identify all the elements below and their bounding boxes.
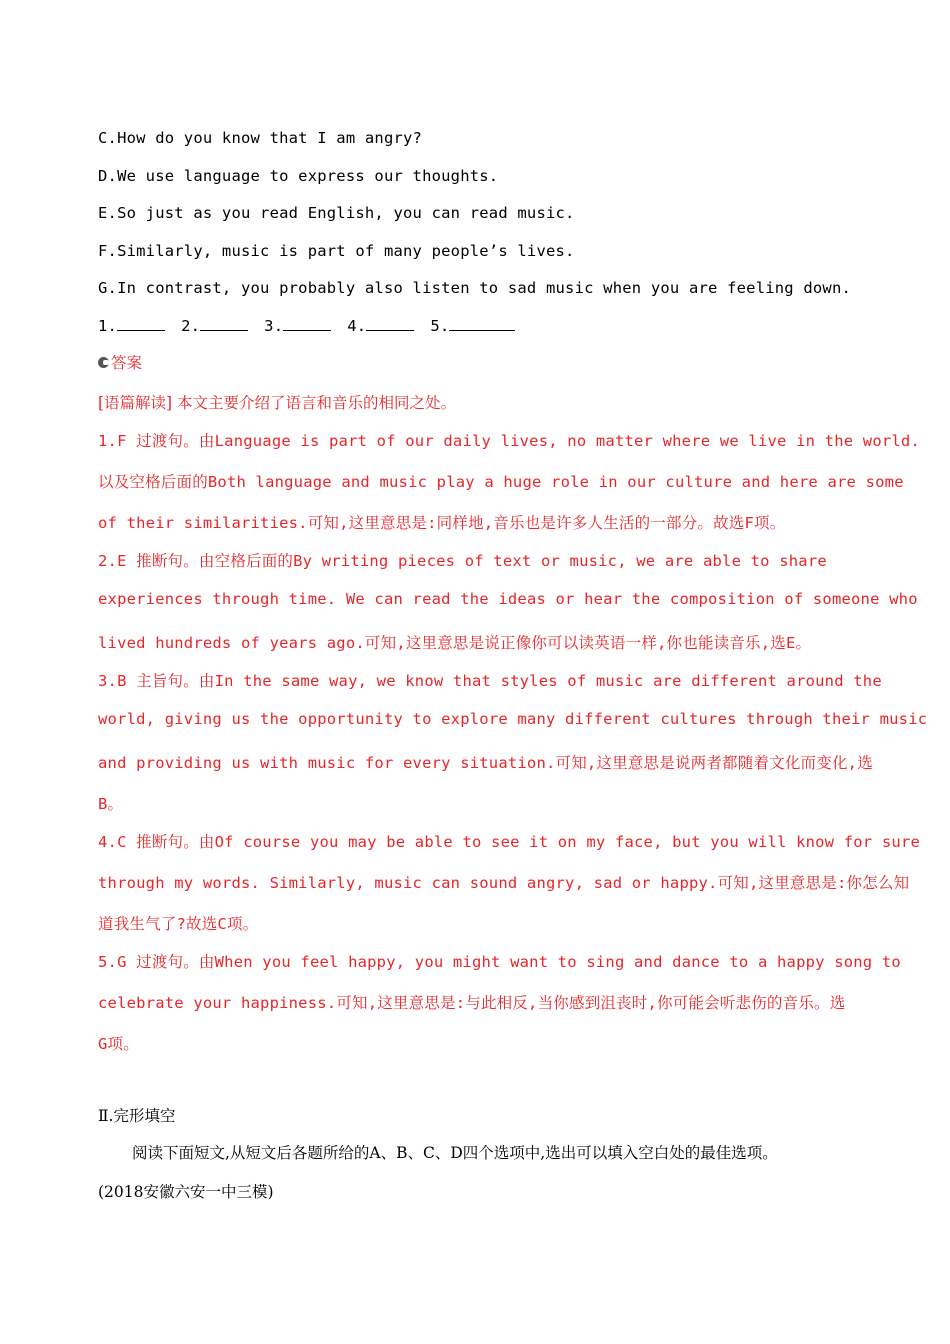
blank-5-number: 5. [430, 317, 450, 335]
explanation-line: 4.C 推断句。由Of course you may be able to see it on my face, but you will know for sure [98, 833, 920, 851]
blank-1-number: 1. [98, 317, 118, 335]
explanation-line: celebrate your happiness.可知,这里意思是:与此相反,当你感到沮丧时,你可能会听悲伤的音乐。选 [98, 994, 846, 1012]
option-g: G.In contrast, you probably also listen to sad music when you are feeling down. [98, 279, 852, 297]
answer-blanks [98, 316, 515, 335]
answer-label: 答案 [111, 354, 143, 372]
explanation-line: and providing us with music for every situation.可知,这里意思是说两者都随着文化而变化,选 [98, 754, 873, 772]
explanation-line: 2.E 推断句。由空格后面的By writing pieces of text or music, we are able to share [98, 552, 827, 570]
blank-4-number: 4. [347, 317, 367, 335]
explanation-line: world, giving us the opportunity to explore many different cultures through their music [98, 710, 928, 728]
blank-3-number: 3. [264, 317, 284, 335]
explanation-line: of their similarities.可知,这里意思是:同样地,音乐也是许多人生活的一部分。故选F项。 [98, 514, 786, 532]
source-note: (2018安徽六安一中三模) [98, 1183, 274, 1201]
answer-icon [98, 357, 109, 368]
explanation-line: 5.G 过渡句。由When you feel happy, you might want to sing and dance to a happy song to [98, 953, 901, 971]
explanation-line: B。 [98, 795, 124, 813]
option-c: C.How do you know that I am angry? [98, 129, 423, 147]
explanation-line: 1.F 过渡句。由Language is part of our daily lives, no matter where we live in the world. [98, 432, 920, 450]
option-d: D.We use language to express our thoughts. [98, 167, 499, 185]
blank-2-number: 2. [181, 317, 201, 335]
blank-2 [181, 316, 248, 335]
blank-3 [264, 316, 331, 335]
option-e: E.So just as you read English, you can read music. [98, 204, 575, 222]
section-title: Ⅱ.完形填空 [98, 1107, 176, 1125]
explanation-line: 3.B 主旨句。由In the same way, we know that styles of music are different around the [98, 672, 882, 690]
explanation-line: experiences through time. We can read the ideas or hear the composition of someone who [98, 590, 918, 608]
reading-intro: [语篇解读] 本文主要介绍了语言和音乐的相同之处。 [98, 394, 457, 412]
option-f: F.Similarly, music is part of many people’s lives. [98, 242, 575, 260]
explanation-line: lived hundreds of years ago.可知,这里意思是说正像你可以读英语一样,你也能读音乐,选E。 [98, 634, 812, 652]
blank-4 [347, 316, 414, 335]
explanation-line: 道我生气了?故选C项。 [98, 915, 259, 933]
blank-5 [430, 316, 515, 335]
explanation-line: G项。 [98, 1035, 139, 1053]
explanation-line: 以及空格后面的Both language and music play a huge role in our culture and here are some [98, 473, 904, 491]
blank-1 [98, 316, 165, 335]
explanation-line: through my words. Similarly, music can sound angry, sad or happy.可知,这里意思是:你怎么知 [98, 874, 910, 892]
answer-heading [98, 351, 142, 373]
instruction: 阅读下面短文,从短文后各题所给的A、B、C、D四个选项中,选出可以填入空白处的最佳选项。 [132, 1144, 778, 1162]
